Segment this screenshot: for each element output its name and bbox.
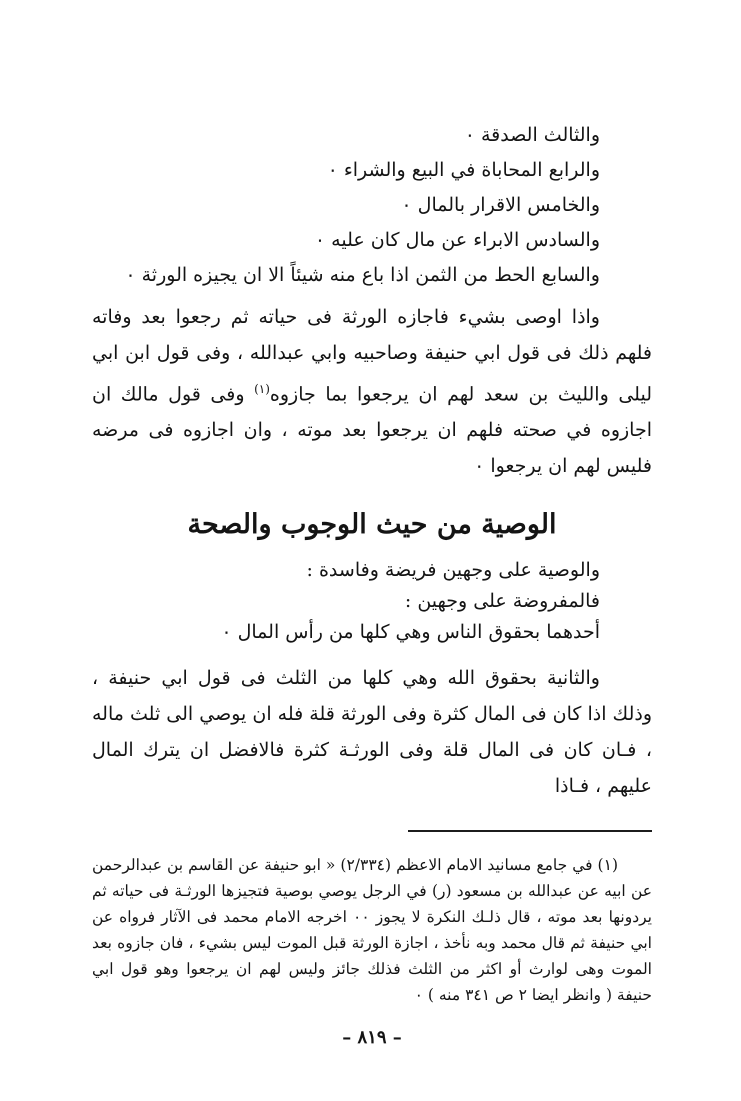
intro-line: والوصية على وجهين فريضة وفاسدة : bbox=[306, 559, 600, 582]
list-item: والرابع المحاباة في البيع والشراء ٠ bbox=[327, 159, 600, 181]
paragraph-text: والثانية بحقوق الله وهي كلها من الثلث فى قول ابي حنيفة ، وذلك اذا كان فى المال كثرة وفى الورثة قلة فله ان يوصي الى ثلث ماله ، فـان كان فى المال قلة وفى الورثـة كثرة فالافضل ان يترك المال عليهم ، فـاذا bbox=[92, 667, 652, 798]
paragraph-rights-of-god bbox=[92, 660, 652, 804]
list-item: والسادس الابراء عن مال كان عليه ٠ bbox=[314, 229, 600, 251]
intro-block bbox=[92, 555, 652, 648]
intro-line: فالمفروضة على وجهين : bbox=[404, 590, 600, 613]
list-item: والثالث الصدقة ٠ bbox=[464, 124, 600, 146]
footnote bbox=[92, 852, 652, 1008]
list-item: والسابع الحط من الثمن اذا باع منه شيئاً الا ان يجيزه الورثة ٠ bbox=[125, 264, 600, 286]
intro-line: أحدهما بحقوق الناس وهي كلها من رأس المال ٠ bbox=[221, 621, 600, 644]
list-item: والخامس الاقرار بالمال ٠ bbox=[401, 194, 600, 216]
paragraph-text: واذا اوصى بشيء فاجازه الورثة فى حياته ثم رجعوا بعد وفاته فلهم ذلك فى قول ابي حنيفة وصاحبيه وابي عبدالله ، وفى قول ابن ابي ليلى والليث بن سعد لهم ان يرجعوا بما جازوه bbox=[92, 306, 652, 406]
book-page bbox=[92, 118, 652, 1052]
page-number: – ٨١٩ – bbox=[342, 1026, 402, 1048]
list-block bbox=[92, 118, 652, 293]
footnote-reference: (١) bbox=[254, 382, 270, 396]
section-heading: الوصية من حيث الوجوب والصحة bbox=[187, 509, 557, 541]
footnote-text: (١) في جامع مسانيد الامام الاعظم (٢/٣٣٤) « ابو حنيفة عن القاسم بن عبدالرحمن عن ابيه عن عبدالله بن مسعود (ر) في الرجل يوصي بوصية فتجيزها الورثـة فى حياته ثم يردونها بعد موته ، قال ذلـك النكرة لا يجوز ٠٠ اخرجه الامام محمد فى الآثار فرواه عن ابي حنيفة ثم قال محمد وبه نأخذ ، اجازة الورثة قبل الموت ليس بشيء ، فان جازوه بعد الموت وهى لوارث أو اكثر من الثلث فذلك جائز وليس لهم ان يرجعوا وهو قول ابي حنيفة ( وانظر ايضا ٢ ص ٣٤١ منه ) ٠ bbox=[92, 856, 652, 1005]
paragraph-text: وفى قول مالك ان اجازوه في صحته فلهم ان يرجعوا بعد موته ، وان اجازوه فى مرضه فليس لهم ان يرجعوا ٠ bbox=[92, 383, 652, 478]
paragraph-inheritance-consent bbox=[92, 299, 652, 484]
footnote-divider bbox=[408, 830, 652, 832]
